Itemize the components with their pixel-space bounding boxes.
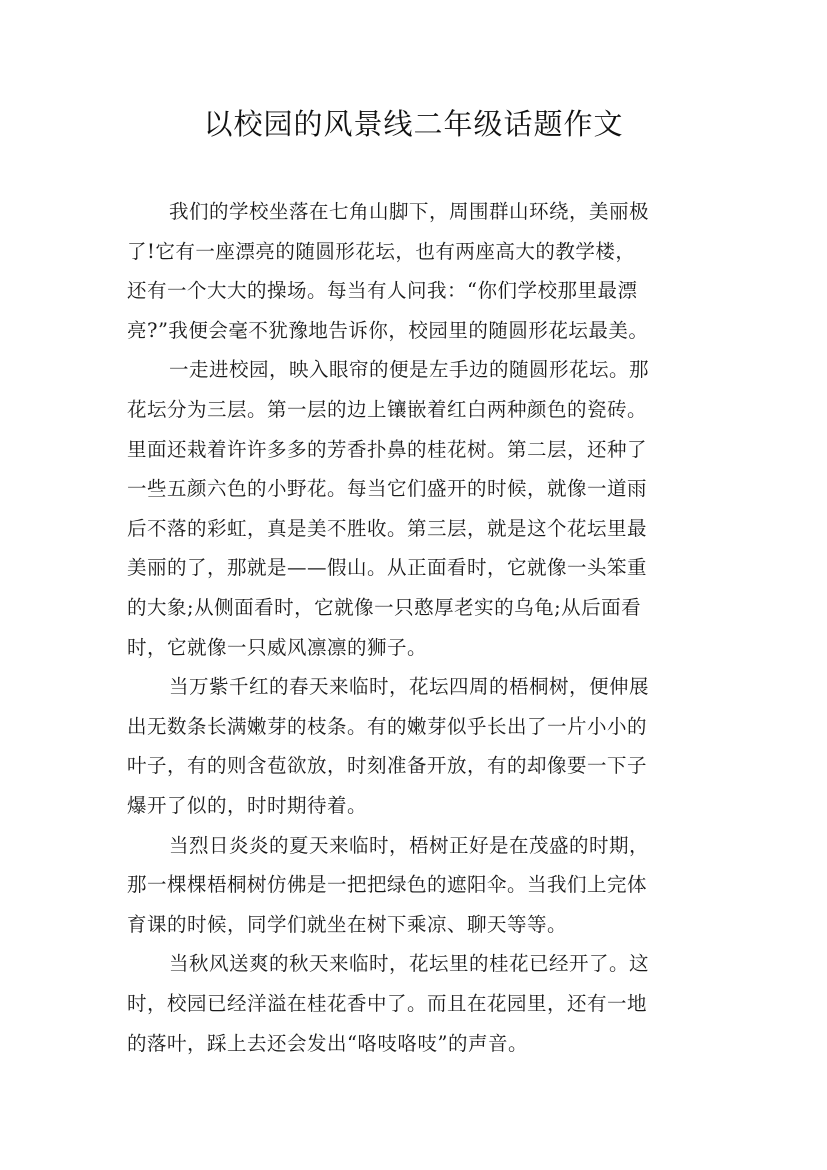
body-text-line: 花坛分为三层。第一层的边上镶嵌着红白两种颜色的瓷砖。	[127, 398, 648, 421]
body-text-line: 叶子，有的则含苞欲放，时刻准备开放，有的却像要一下子	[127, 754, 648, 778]
body-text-line: 的大象;从侧面看时，它就像一只憨厚老实的乌龟;从后面看	[127, 596, 642, 619]
body-text-line: 我们的学校坐落在七角山脚下，周围群山环绕，美丽极	[169, 200, 650, 223]
body-text-line: 后不落的彩虹，真是美不胜收。第三层，就是这个花坛里最	[127, 516, 648, 540]
body-text-line: 里面还栽着许许多多的芳香扑鼻的桂花树。第二层，还种了	[127, 437, 648, 461]
body-text-line: 当万紫千红的春天来临时，花坛四周的梧桐树，便伸展	[169, 675, 650, 699]
body-text-line: 育课的时候，同学们就坐在树下乘凉、聊天等等。	[127, 912, 568, 936]
body-text-line: 爆开了似的，时时期待着。	[127, 794, 368, 817]
body-text-line: 一走进校园，映入眼帘的便是左手边的随圆形花坛。那	[169, 358, 650, 382]
body-text-line: 美丽的了，那就是——假山。从正面看时，它就像一头笨重	[127, 556, 648, 580]
document-title: 以校园的风景线二年级话题作文	[203, 107, 624, 141]
body-text-line: 那一棵棵梧桐树仿佛是一把把绿色的遮阳伞。当我们上完体	[127, 873, 648, 897]
body-text-line: 时，它就像一只威风凛凛的狮子。	[127, 635, 428, 659]
body-text-line: 当秋风送爽的秋天来临时，花坛里的桂花已经开了。这	[169, 952, 650, 976]
body-text-line: 出无数条长满嫩芽的枝条。有的嫩芽似乎长出了一片小小的	[127, 714, 648, 738]
body-text-line: 亮?”我便会毫不犹豫地告诉你，校园里的随圆形花坛最美。	[127, 318, 649, 342]
body-text-line: 的落叶，踩上去还会发出“咯吱咯吱”的声音。	[127, 1031, 528, 1055]
body-text-line: 时，校园已经洋溢在桂花香中了。而且在花园里，还有一地	[127, 992, 648, 1015]
body-text-line: 还有一个大大的操场。每当有人问我：“你们学校那里最漂	[127, 279, 638, 303]
body-text-line: 当烈日炎炎的夏天来临时，梧树正好是在茂盛的时期，	[169, 833, 650, 857]
body-text-line: 一些五颜六色的小野花。每当它们盛开的时候，就像一道雨	[127, 477, 648, 501]
body-text-line: 了!它有一座漂亮的随圆形花坛，也有两座高大的教学楼，	[127, 239, 636, 263]
